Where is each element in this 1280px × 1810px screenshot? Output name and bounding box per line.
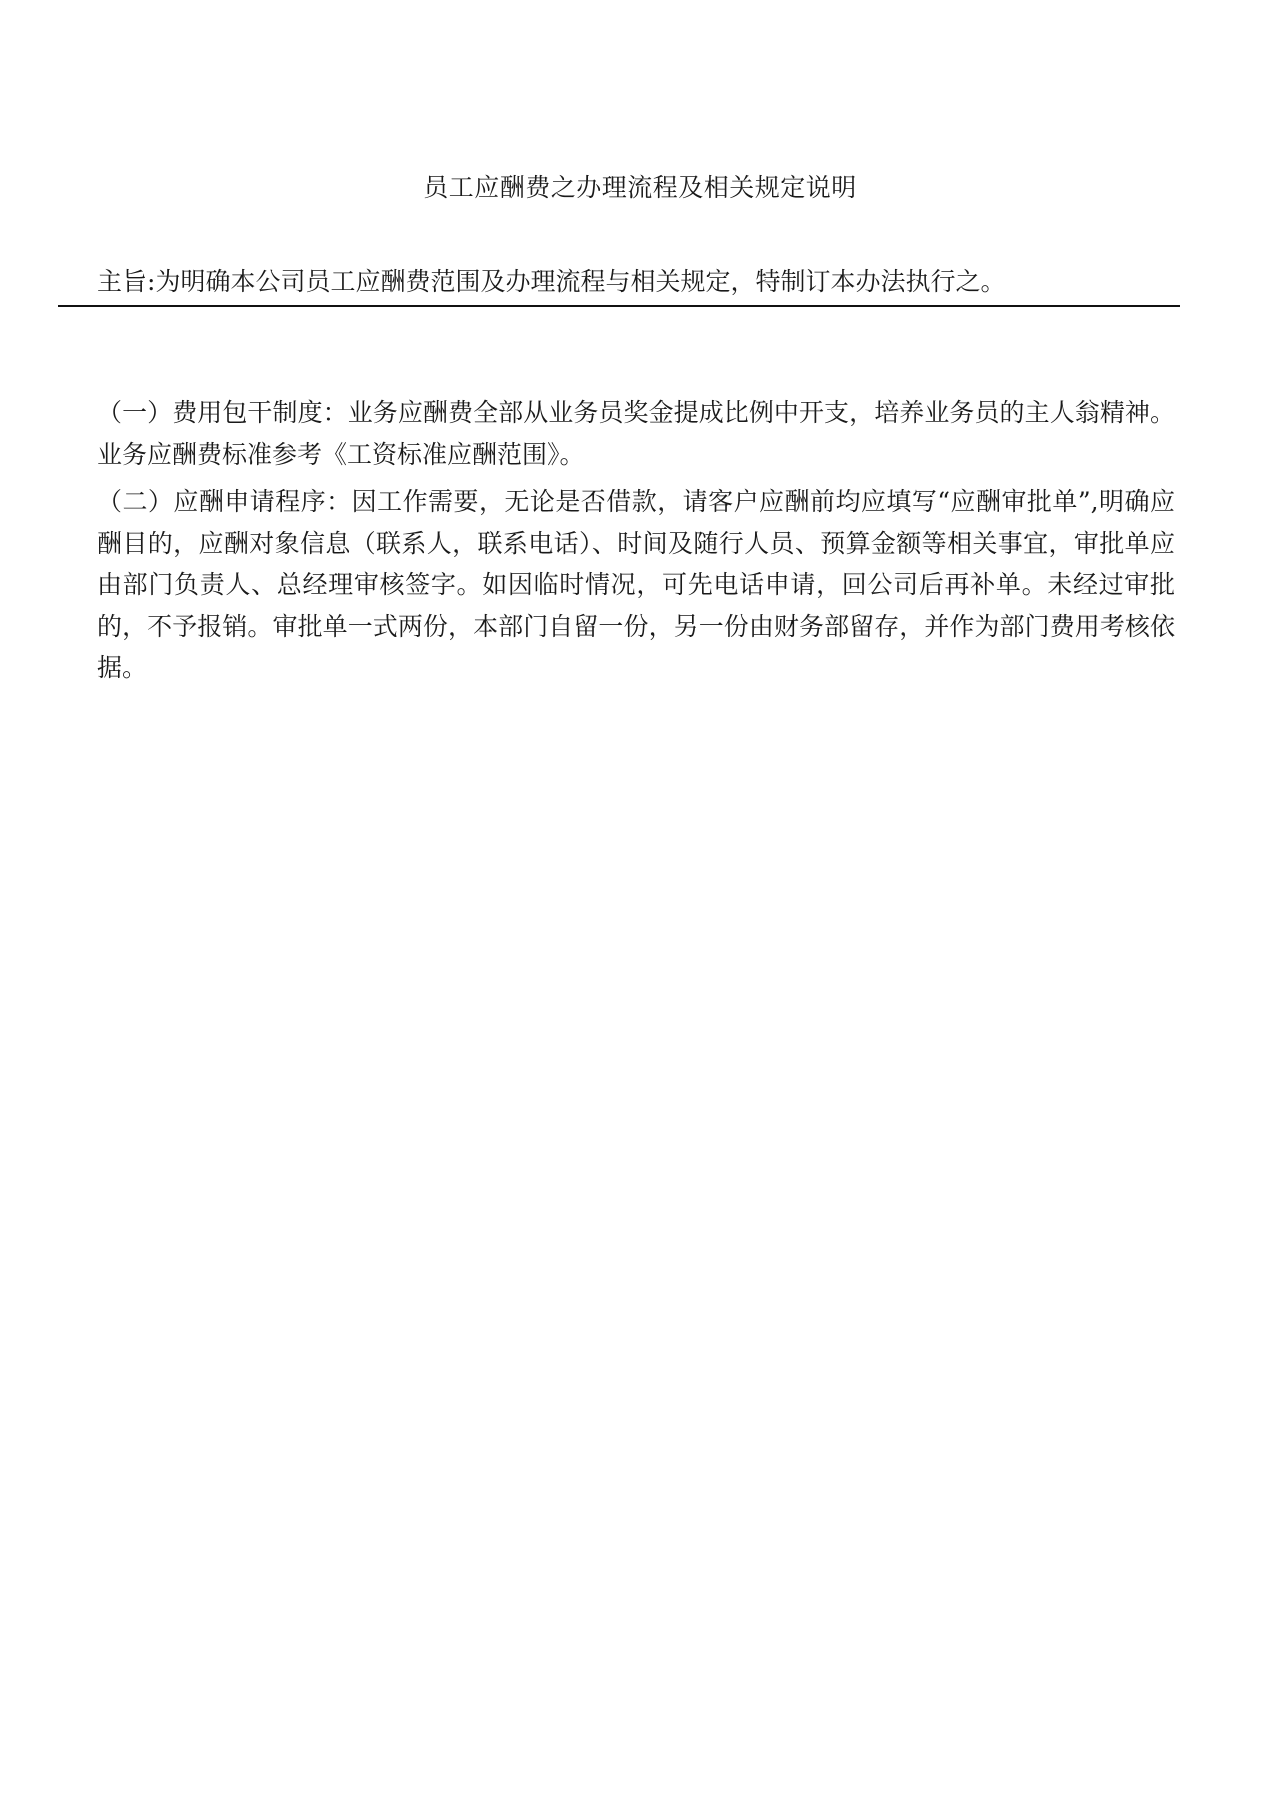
section-heading: 应酬申请程序： [173,487,352,516]
section-text: 因工作需要，无论是否借款，请客户应酬前均应填写“应酬审批单”,明确应酬目的，应酬对象信息（联系人，联系电话）、时间及随行人员、预算金额等相关事宜，审批单应由部门负责人、总经理审核签字。如因临时情况，可先电话申请，回公司后再补单。未经过审批的，不予报销。审批单一式两份，本部门自留一份，另一份由财务部留存，并作为部门费用考核依据。 [97,487,1175,682]
section-application-procedure [97,481,1175,689]
purpose-label: 主旨: [97,267,156,296]
section-number: （一） [97,398,173,427]
purpose-text: 为明确本公司员工应酬费范围及办理流程与相关规定，特制订本办法执行之。 [155,267,1006,296]
purpose-statement [97,266,1005,298]
section-heading: 费用包干制度： [172,398,348,427]
horizontal-divider [58,305,1180,307]
document-title: 员工应酬费之办理流程及相关规定说明 [423,173,857,202]
section-number: （二） [97,487,174,516]
section-fee-system [97,392,1175,475]
section-text: 业务应酬费全部从业务员奖金提成比例中开支，培养业务员的主人翁精神。业务应酬费标准参考《工资标准应酬范围》。 [97,398,1175,469]
document-body [97,392,1175,695]
